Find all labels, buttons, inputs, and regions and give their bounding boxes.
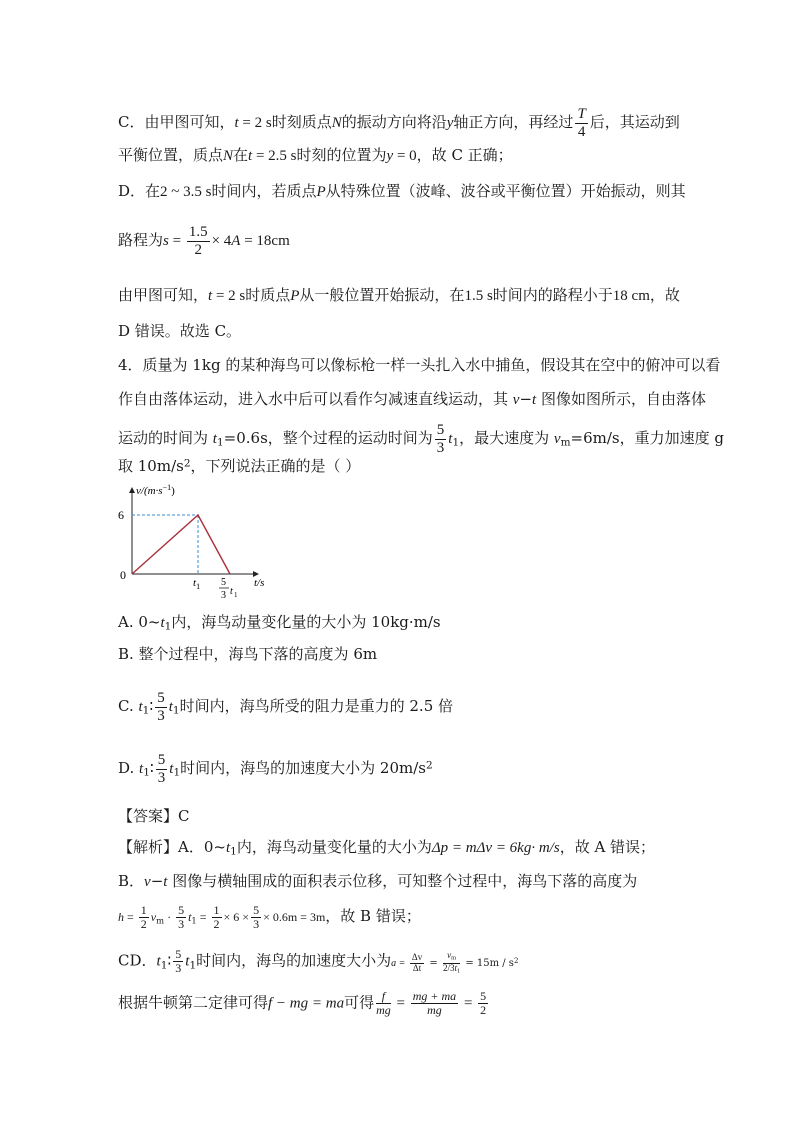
svg-text:1: 1 <box>234 591 238 599</box>
svg-text:5: 5 <box>221 577 226 588</box>
question-4-line2: 作自由落体运动，进入水中后可以看作匀减速直线运动，其 v−t 图像如图所示，自由落体 <box>118 390 706 408</box>
fraction-5-over-3: $\frac{5}{3}$ <box>157 690 165 724</box>
option-a: A. $0\sim t_1$内，海鸟动量变化量的大小为 10kg·m/s <box>118 613 441 633</box>
explanation-b-line2: h = $\frac{1}{2}$ $v_m$ · $\frac{5}{3}$ $t_1$ = $\frac{1}{2}$ × 6 × $\frac{5}{3}$ × 0.6m = 3m，故 B 错误； <box>118 903 421 932</box>
c-option-line2: 平衡位置，质点N在t = 2.5 s时刻的位置为y = 0，故 C 正确； <box>118 146 513 164</box>
explanation-b-line1: B．v−t 图像与横轴围成的面积表示位移，可知整个过程中，海鸟下落的高度为 <box>118 872 638 890</box>
d-option-line1: D．在2 ~ 3.5 s时间内，若质点P从特殊位置（波峰、波谷或平衡位置）开始振动，则其 <box>118 182 686 200</box>
x-axis-label: t/s <box>254 577 265 589</box>
svg-text:t: t <box>230 586 233 597</box>
explanation-a: 【解析】A．$0\sim t_1$内，海鸟动量变化量的大小为Δp = mΔv = 6kg· m/s，故 A 错误； <box>118 838 656 858</box>
question-4-line3: 运动的时间为 $t_1=0.6s$，整个过程的运动时间为 $\frac{5}{3}$ $t_1$，最大速度为 $v_m=6m/s$，重力加速度 g <box>118 422 725 456</box>
answer-label: 【答案】C <box>118 807 190 825</box>
c-option-line1: C．由甲图可知，t = 2 s时刻质点N的振动方向将沿y轴正方向，再经过 $\frac{T}{4}$ 后，其运动到 <box>118 106 680 140</box>
y-axis-label: $v/(m\cdot s^{-1})$ <box>136 483 175 497</box>
question-4-line4: 取 $10m/s^2$，下列说法正确的是（ ） <box>118 457 361 475</box>
y-tick-6: 6 <box>118 508 124 522</box>
fraction-5-over-3: $\frac{5}{3}$ <box>157 752 166 786</box>
fraction-t-over-4: $\frac{T}{4}$ <box>577 106 586 140</box>
x-tick-5-3-t1 <box>219 577 238 601</box>
origin-label: 0 <box>120 568 126 582</box>
fraction-1.5-over-2: $\frac{1.5}{2}$ <box>188 224 208 258</box>
velocity-time-graph <box>112 482 282 604</box>
option-d: D. $t_1∶$ $\frac{5}{3}$ $t_1$时间内，海鸟的加速度大小为 $20m/s^2$ <box>118 752 433 786</box>
d-option-line2: 路程为s = $\frac{1.5}{2}$ × 4A = 18cm <box>118 224 290 258</box>
fraction-5-over-3: $\frac{5}{3}$ <box>436 422 445 456</box>
explanation-newton: 根据牛顿第二定律可得f − mg = ma可得 $\frac{f}{mg}$ = $\frac{mg + ma}{mg}$ = $\frac{5}{2}$ <box>118 989 487 1018</box>
x-tick-t1: $t_1$ <box>193 577 201 591</box>
option-b: B. 整个过程中，海鸟下落的高度为 6m <box>118 645 378 663</box>
d-option-line3: 由甲图可知，t = 2 s时质点P从一般位置开始振动，在1.5 s时间内的路程小于18 cm，故 <box>118 286 680 304</box>
question-4-line1: 4．质量为 1kg 的某种海鸟可以像标枪一样一头扎入水中捕鱼，假设其在空中的俯冲可以看 <box>118 356 721 374</box>
acceleration-formula: a = $\frac{\Delta v}{\Delta t}$ = $\frac{v_m}{2/3t_1}$ = $15m / s^2$ <box>391 950 519 975</box>
explanation-cd: CD．$t_1∶$ $\frac{5}{3}$ $t_1$时间内，海鸟的加速度大小为a = $\frac{\Delta v}{\Delta t}$ = $\frac{v_m}{2/3t_1}$ = $15m / s^2$ <box>118 947 519 976</box>
option-c: C. $t_1∶$ $\frac{5}{3}$ $t_1$时间内，海鸟所受的阻力是重力的 2.5 倍 <box>118 690 454 724</box>
svg-text:3: 3 <box>221 590 226 601</box>
d-option-line4: D 错误。故选 C。 <box>118 322 242 340</box>
velocity-line <box>132 515 230 574</box>
